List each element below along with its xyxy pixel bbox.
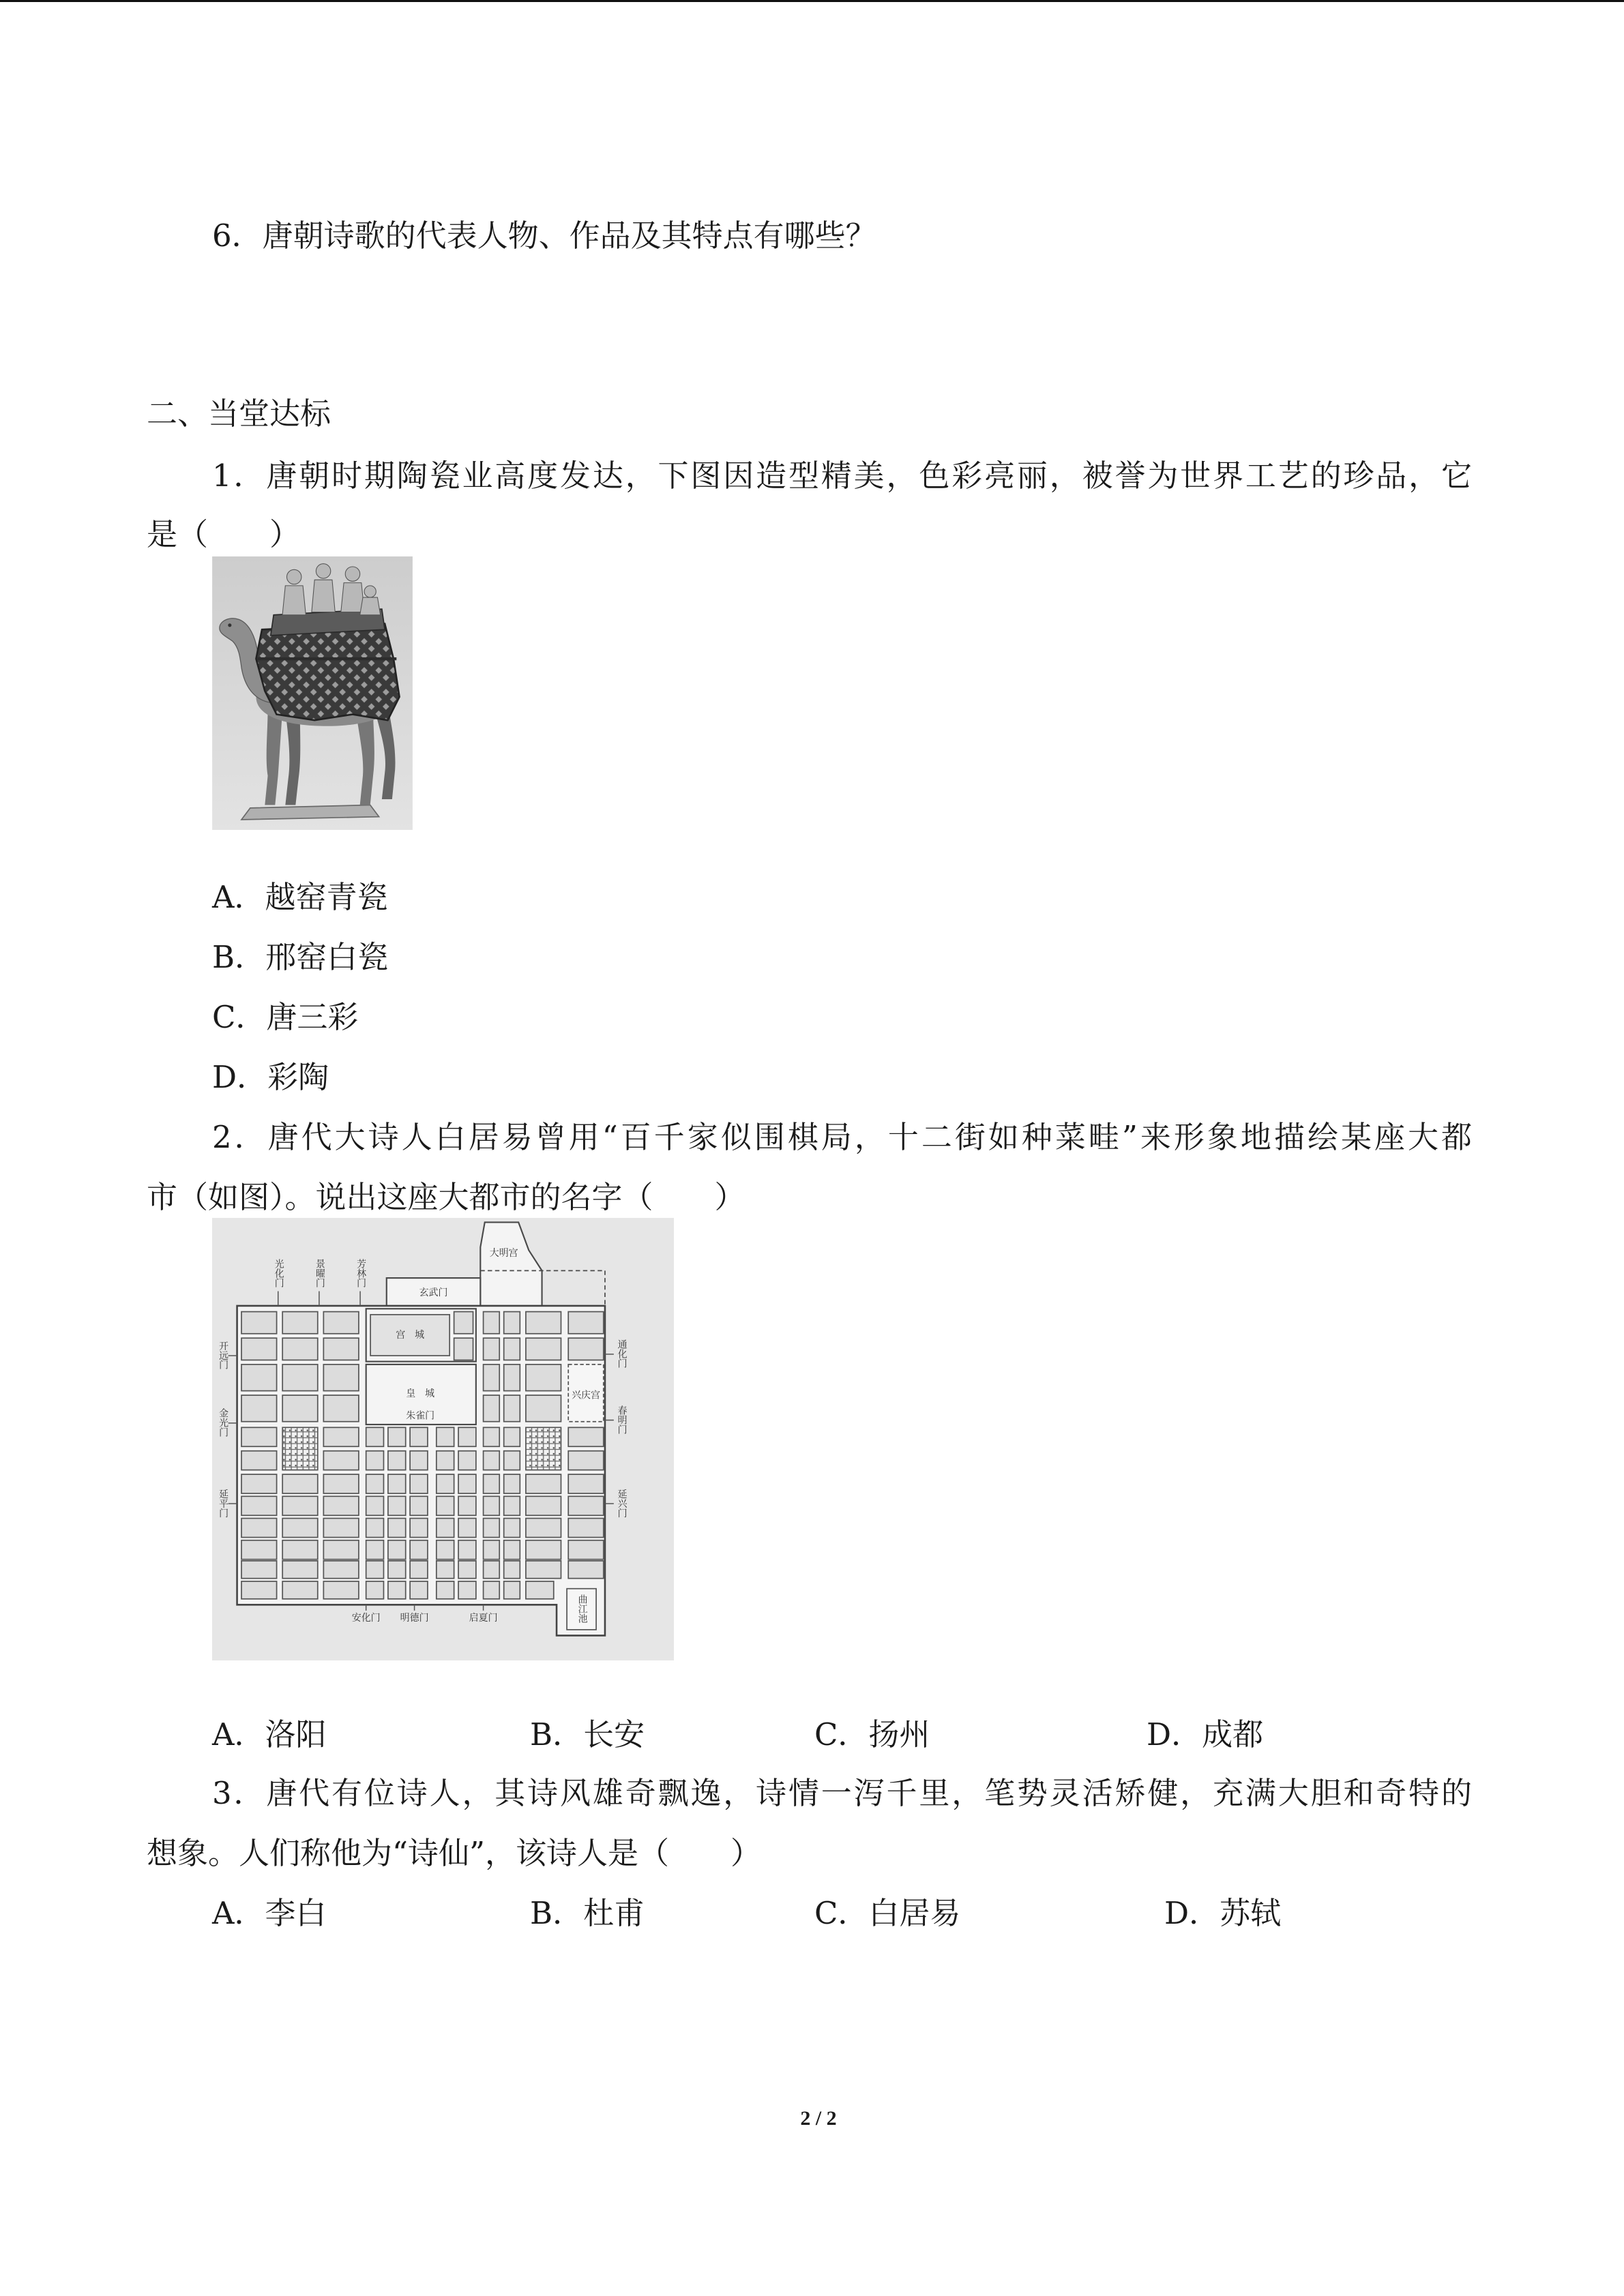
ward-block bbox=[484, 1395, 500, 1422]
question-2-option-d: D．成都 bbox=[1147, 1716, 1264, 1753]
question-2-line-2: 市（如图）。说出这座大都市的名字（ ） bbox=[147, 1179, 745, 1215]
map-label-qixiamen: 启夏门 bbox=[469, 1612, 498, 1624]
ward-block bbox=[458, 1581, 476, 1599]
ward-block bbox=[568, 1540, 604, 1560]
section-title: 二、当堂达标 bbox=[147, 396, 331, 432]
ward-block bbox=[323, 1496, 359, 1515]
question-3-option-d: D．苏轼 bbox=[1164, 1895, 1282, 1931]
question-3-option-a: A．李白 bbox=[212, 1895, 327, 1931]
ward-block bbox=[526, 1519, 561, 1538]
ward-block bbox=[410, 1561, 428, 1579]
question-1-option-a: A．越窑青瓷 bbox=[212, 879, 388, 915]
ward-block bbox=[282, 1474, 318, 1493]
ward-block bbox=[504, 1395, 520, 1422]
question-2-option-c: C．扬州 bbox=[814, 1716, 930, 1753]
ward-block bbox=[410, 1451, 428, 1470]
ward-block bbox=[282, 1312, 318, 1334]
ward-block bbox=[282, 1365, 318, 1391]
ward-block bbox=[484, 1519, 500, 1538]
ward-block bbox=[568, 1451, 604, 1470]
camel-eye bbox=[228, 623, 231, 627]
question-3-option-c: C．白居易 bbox=[814, 1895, 961, 1931]
question-3-line-2: 想象。人们称他为“诗仙”，该诗人是（ ） bbox=[147, 1835, 762, 1871]
ward-block bbox=[241, 1395, 277, 1422]
ward-block bbox=[484, 1540, 500, 1560]
ward-block bbox=[241, 1519, 277, 1538]
map-label-yanpingmen: 延平门 bbox=[217, 1489, 228, 1518]
ward-block bbox=[323, 1474, 359, 1493]
ward-block bbox=[484, 1338, 500, 1360]
ward-block bbox=[484, 1474, 500, 1493]
ward-block bbox=[323, 1338, 359, 1360]
ward-block bbox=[366, 1581, 384, 1599]
ward-block bbox=[323, 1451, 359, 1470]
map-label-xuanwumen: 玄武门 bbox=[419, 1287, 448, 1298]
ward-block bbox=[484, 1427, 500, 1446]
ward-block bbox=[458, 1519, 476, 1538]
ward-block bbox=[526, 1474, 561, 1493]
map-label-kaiyuanmen: 开远门 bbox=[217, 1341, 228, 1370]
map-label-fanglinmen: 芳林门 bbox=[355, 1259, 366, 1288]
ward-block bbox=[410, 1496, 428, 1515]
ward-block bbox=[366, 1561, 384, 1579]
tang-sancai-camel-photo bbox=[212, 556, 413, 830]
ward-block bbox=[388, 1519, 406, 1538]
ward-block bbox=[504, 1519, 520, 1538]
ward-block bbox=[366, 1451, 384, 1470]
ward-block bbox=[504, 1451, 520, 1470]
ward-block bbox=[484, 1561, 500, 1579]
ward-block bbox=[568, 1312, 604, 1334]
ward-block bbox=[366, 1496, 384, 1515]
ward-block bbox=[323, 1395, 359, 1422]
ward-block bbox=[458, 1540, 476, 1560]
ward-block bbox=[282, 1496, 318, 1515]
ward-block bbox=[437, 1540, 454, 1560]
question-1-option-d: D．彩陶 bbox=[212, 1059, 329, 1095]
ward-block bbox=[366, 1427, 384, 1446]
ward-block bbox=[504, 1474, 520, 1493]
ward-block bbox=[526, 1561, 561, 1579]
ward-block bbox=[241, 1427, 277, 1446]
ward-block bbox=[484, 1581, 500, 1599]
ward-block bbox=[458, 1496, 476, 1515]
changan-city-map bbox=[212, 1218, 674, 1660]
ward-block bbox=[568, 1474, 604, 1493]
ward-block bbox=[484, 1496, 500, 1515]
top-border-line bbox=[0, 0, 1624, 2]
ward-block bbox=[437, 1427, 454, 1446]
ward-block bbox=[323, 1561, 359, 1579]
ward-block bbox=[241, 1496, 277, 1515]
ward-block bbox=[437, 1561, 454, 1579]
ward-block bbox=[388, 1474, 406, 1493]
ward-block bbox=[241, 1561, 277, 1579]
question-1-option-c: C．唐三彩 bbox=[212, 999, 359, 1035]
ward-block bbox=[241, 1338, 277, 1360]
ward-block bbox=[282, 1519, 318, 1538]
ward-block bbox=[458, 1474, 476, 1493]
question-6-text: 6．唐朝诗歌的代表人物、作品及其特点有哪些？ bbox=[212, 218, 876, 254]
ward-block bbox=[388, 1581, 406, 1599]
ward-block bbox=[568, 1519, 604, 1538]
ward-block bbox=[410, 1474, 428, 1493]
ward-block bbox=[241, 1581, 277, 1599]
ward-block bbox=[323, 1427, 359, 1446]
ward-block bbox=[504, 1338, 520, 1360]
ward-block bbox=[366, 1474, 384, 1493]
map-label-jinguangmen: 金光门 bbox=[217, 1408, 228, 1437]
ward-block bbox=[323, 1519, 359, 1538]
question-3-line-1: 3．唐代有位诗人，其诗风雄奇飘逸，诗情一泻千里，笔势灵活矫健，充满大胆和奇特的 bbox=[212, 1775, 1472, 1811]
ward-block bbox=[526, 1496, 561, 1515]
map-label-anhuamen: 安化门 bbox=[351, 1612, 381, 1624]
map-label-jingyaomen: 景曜门 bbox=[313, 1259, 325, 1288]
question-3-option-b: B．杜甫 bbox=[530, 1895, 645, 1931]
ward-block bbox=[568, 1561, 604, 1579]
ward-block bbox=[568, 1496, 604, 1515]
ward-block bbox=[526, 1312, 561, 1334]
question-1-line-2: 是（ ） bbox=[147, 516, 301, 552]
question-2-line-1: 2．唐代大诗人白居易曾用“百千家似围棋局，十二街如种菜畦”来形象地描绘某座大都 bbox=[212, 1119, 1472, 1155]
ward-block bbox=[388, 1496, 406, 1515]
ward-block bbox=[241, 1540, 277, 1560]
ward-block bbox=[526, 1540, 561, 1560]
ward-block bbox=[323, 1312, 359, 1334]
figure-base bbox=[241, 805, 379, 820]
map-label-tonghuamen: 通化门 bbox=[615, 1339, 627, 1369]
ward-block bbox=[241, 1474, 277, 1493]
question-2-option-b: B．长安 bbox=[530, 1716, 645, 1753]
ward-block bbox=[484, 1365, 500, 1391]
ward-block bbox=[323, 1540, 359, 1560]
ward-block bbox=[526, 1365, 561, 1391]
ward-block bbox=[458, 1451, 476, 1470]
ward-block bbox=[282, 1581, 318, 1599]
ward-block bbox=[437, 1496, 454, 1515]
ward-block bbox=[241, 1451, 277, 1470]
ward-block bbox=[388, 1427, 406, 1446]
ward-block bbox=[504, 1581, 520, 1599]
ward-block bbox=[504, 1365, 520, 1391]
ward-block bbox=[241, 1312, 277, 1334]
map-label-chunmingmen: 春明门 bbox=[615, 1405, 627, 1434]
ward-block bbox=[437, 1581, 454, 1599]
question-1-line-1: 1．唐朝时期陶瓷业高度发达，下图因造型精美，色彩亮丽，被誉为世界工艺的珍品，它 bbox=[212, 458, 1472, 494]
ward-block bbox=[458, 1561, 476, 1579]
west-market bbox=[282, 1427, 318, 1470]
ward-block bbox=[366, 1540, 384, 1560]
ward-block bbox=[282, 1561, 318, 1579]
question-2-option-a: A．洛阳 bbox=[212, 1716, 327, 1753]
ward-block bbox=[282, 1338, 318, 1360]
map-label-mingdemen: 明德门 bbox=[400, 1612, 429, 1624]
ward-block bbox=[484, 1312, 500, 1334]
ward-block bbox=[323, 1365, 359, 1391]
ward-block bbox=[282, 1540, 318, 1560]
ward-block bbox=[388, 1451, 406, 1470]
ward-block bbox=[410, 1540, 428, 1560]
map-label-qujiangchi: 曲江池 bbox=[576, 1594, 587, 1624]
saddle-blanket bbox=[256, 624, 399, 721]
ward-block bbox=[410, 1519, 428, 1538]
ward-block bbox=[504, 1540, 520, 1560]
east-market bbox=[526, 1427, 561, 1470]
ward-block bbox=[568, 1338, 604, 1360]
ward-block bbox=[366, 1519, 384, 1538]
ward-block bbox=[454, 1312, 473, 1334]
ward-block bbox=[437, 1451, 454, 1470]
ward-block bbox=[504, 1561, 520, 1579]
ward-block bbox=[458, 1427, 476, 1446]
question-1-option-b: B．邢窑白瓷 bbox=[212, 939, 389, 975]
ward-block bbox=[388, 1540, 406, 1560]
ward-block bbox=[410, 1581, 428, 1599]
map-label-yanxingmen: 延兴门 bbox=[615, 1489, 627, 1518]
ward-block bbox=[241, 1365, 277, 1391]
map-label-daminggong: 大明宫 bbox=[489, 1247, 518, 1259]
map-label-huangcheng: 皇 城 bbox=[406, 1388, 435, 1400]
ward-block bbox=[437, 1474, 454, 1493]
map-label-zhuquemen: 朱雀门 bbox=[406, 1410, 435, 1422]
ward-block bbox=[388, 1561, 406, 1579]
ward-block bbox=[454, 1338, 473, 1360]
ward-block bbox=[323, 1581, 359, 1599]
map-label-gongcheng: 宫 城 bbox=[396, 1330, 425, 1341]
map-label-guanghuamen: 光化门 bbox=[272, 1259, 284, 1288]
page-number: 2 / 2 bbox=[800, 2107, 837, 2130]
ward-block bbox=[504, 1312, 520, 1334]
ward-block bbox=[504, 1427, 520, 1446]
ward-block bbox=[526, 1338, 561, 1360]
ward-block bbox=[437, 1519, 454, 1538]
ward-block bbox=[504, 1496, 520, 1515]
ward-block bbox=[410, 1427, 428, 1446]
ward-block bbox=[568, 1427, 604, 1446]
ward-block bbox=[282, 1395, 318, 1422]
ward-block bbox=[526, 1395, 561, 1422]
ward-block bbox=[526, 1581, 554, 1599]
map-label-xingqinggong: 兴庆宫 bbox=[572, 1390, 600, 1401]
ward-block bbox=[484, 1451, 500, 1470]
